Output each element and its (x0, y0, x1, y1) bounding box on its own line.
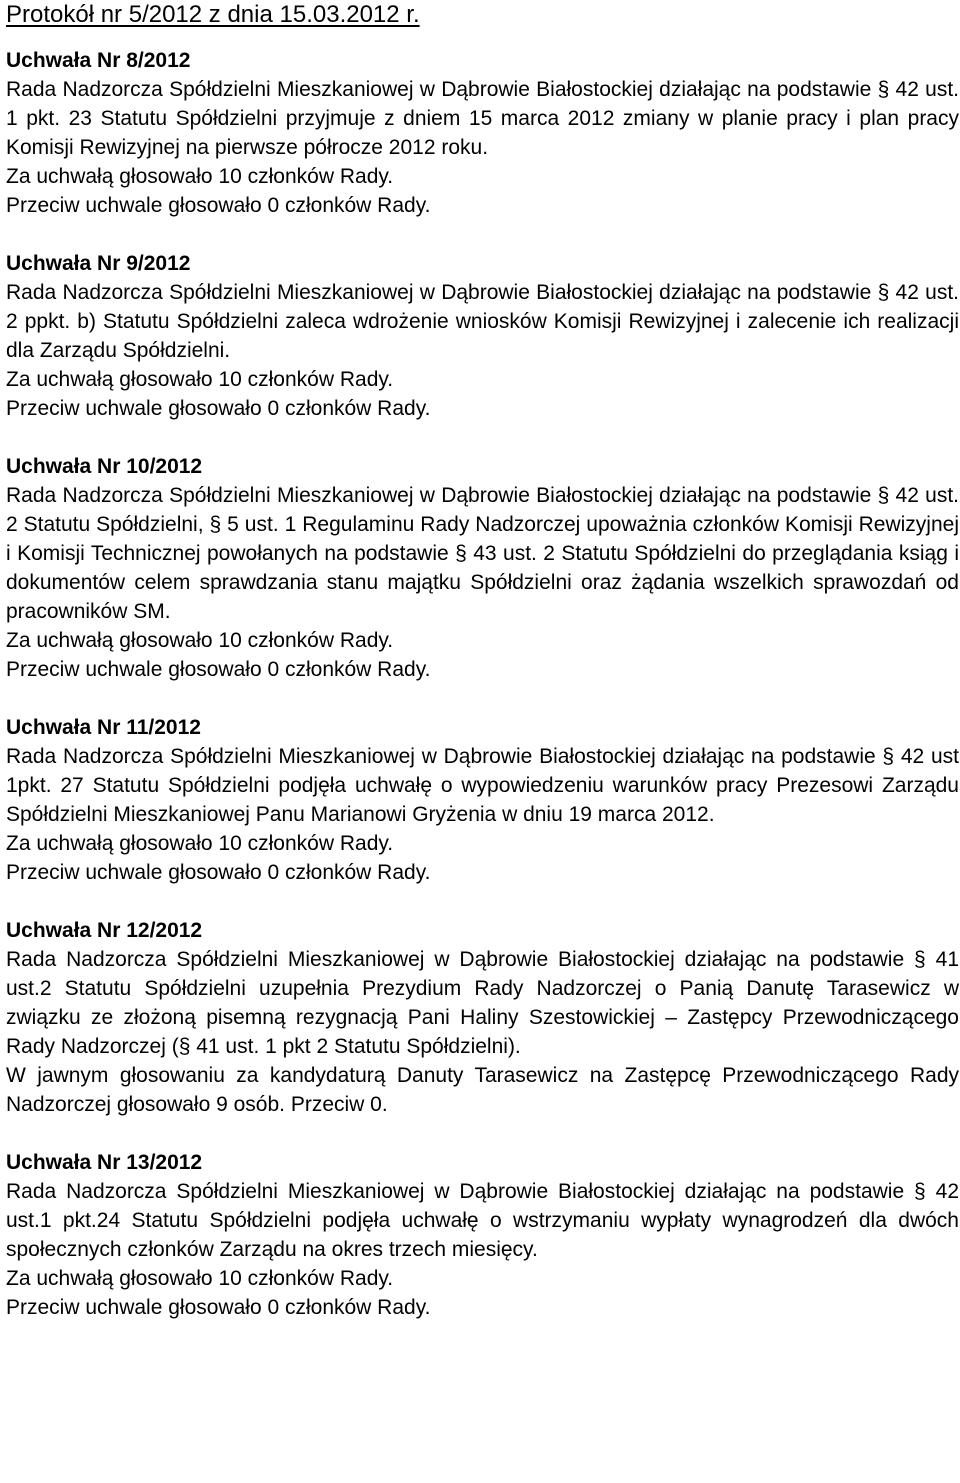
resolution-8 (6, 46, 959, 220)
resolution-heading: Uchwała Nr 9/2012 (6, 252, 191, 275)
resolution-body: Rada Nadzorcza Spółdzielni Mieszkaniowej w Dąbrowie Białostockiej działając na podstawie § 42 ust. 2 ppkt. b) Statutu Spółdzielni zaleca wdrożenie wniosków Komisji Rewizyjnej i zalecenie ich realizacji dla Zarządu Spółdzielni. (6, 281, 959, 362)
resolution-11 (6, 713, 959, 887)
resolution-heading: Uchwała Nr 12/2012 (6, 919, 203, 942)
vote-against: Przeciw uchwale głosowało 0 członków Rady. (6, 194, 431, 217)
vote-against: Przeciw uchwale głosowało 0 członków Rady. (6, 861, 431, 884)
vote-for: Za uchwałą głosowało 10 członków Rady. (6, 832, 394, 855)
document-title: Protokół nr 5/2012 z dnia 15.03.2012 r. (6, 1, 420, 28)
resolution-13 (6, 1148, 959, 1322)
vote-for: Za uchwałą głosowało 10 członków Rady. (6, 1267, 394, 1290)
vote-for: Za uchwałą głosowało 10 członków Rady. (6, 165, 394, 188)
resolution-9 (6, 249, 959, 423)
vote-summary: W jawnym głosowaniu za kandydaturą Danuty Tarasewicz na Zastępcę Przewodniczącego Rady Nadzorczej głosowało 9 osób. Przeciw 0. (6, 1064, 959, 1116)
document-page (6, 0, 959, 1322)
vote-for: Za uchwałą głosowało 10 członków Rady. (6, 368, 394, 391)
resolution-body: Rada Nadzorcza Spółdzielni Mieszkaniowej w Dąbrowie Białostockiej działając na podstawie § 42 ust.1 pkt.24 Statutu Spółdzielni podjęła uchwałę o wstrzymaniu wypłaty wynagrodzeń dla dwóch społecznych członków Zarządu na okres trzech miesięcy. (6, 1180, 959, 1261)
vote-against: Przeciw uchwale głosowało 0 członków Rady. (6, 397, 431, 420)
resolution-body: Rada Nadzorcza Spółdzielni Mieszkaniowej w Dąbrowie Białostockiej działając na podstawie § 41 ust.2 Statutu Spółdzielni uzupełnia Prezydium Rady Nadzorczej o Panią Danutę Tarasewicz w związku ze złożoną pisemną rezygnacją Pani Haliny Szestowickiej – Zastępcy Przewodniczącego Rady Nadzorczej (§ 41 ust. 1 pkt 2 Statutu Spółdzielni). (6, 948, 959, 1058)
resolution-body: Rada Nadzorcza Spółdzielni Mieszkaniowej w Dąbrowie Białostockiej działając na podstawie § 42 ust 1pkt. 27 Statutu Spółdzielni podjęła uchwałę o wypowiedzeniu warunków pracy Prezesowi Zarządu Spółdzielni Mieszkaniowej Panu Marianowi Gryżenia w dniu 19 marca 2012. (6, 745, 959, 826)
vote-for: Za uchwałą głosowało 10 członków Rady. (6, 629, 394, 652)
resolution-heading: Uchwała Nr 11/2012 (6, 716, 201, 739)
resolution-heading: Uchwała Nr 10/2012 (6, 455, 203, 478)
resolution-heading: Uchwała Nr 8/2012 (6, 49, 191, 72)
vote-against: Przeciw uchwale głosowało 0 członków Rady. (6, 658, 431, 681)
resolution-body: Rada Nadzorcza Spółdzielni Mieszkaniowej w Dąbrowie Białostockiej działając na podstawie § 42 ust. 1 pkt. 23 Statutu Spółdzielni przyjmuje z dniem 15 marca 2012 zmiany w planie pracy i plan pracy Komisji Rewizyjnej na pierwsze półrocze 2012 roku. (6, 78, 959, 159)
resolution-10 (6, 452, 959, 684)
resolution-body: Rada Nadzorcza Spółdzielni Mieszkaniowej w Dąbrowie Białostockiej działając na podstawie § 42 ust. 2 Statutu Spółdzielni, § 5 ust. 1 Regulaminu Rady Nadzorczej upoważnia członków Komisji Rewizyjnej i Komisji Technicznej powołanych na podstawie § 43 ust. 2 Statutu Spółdzielni do przeglądania ksiąg i dokumentów celem sprawdzania stanu majątku Spółdzielni oraz żądania wszelkich sprawozdań od pracowników SM. (6, 484, 959, 623)
resolution-12 (6, 916, 959, 1119)
vote-against: Przeciw uchwale głosowało 0 członków Rady. (6, 1296, 431, 1319)
resolution-heading: Uchwała Nr 13/2012 (6, 1151, 203, 1174)
